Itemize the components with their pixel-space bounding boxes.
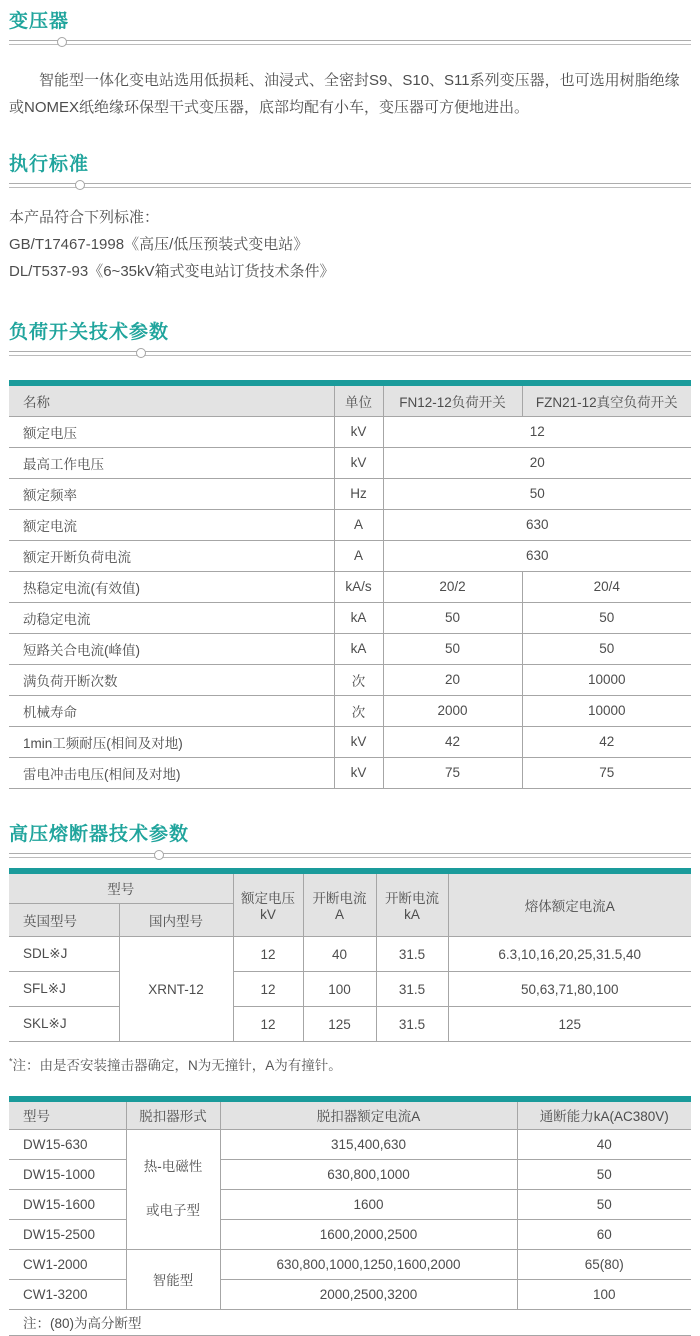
section-title-load-switch: 负荷开关技术参数 — [9, 322, 170, 343]
param-unit: kV — [334, 726, 383, 757]
rated-voltage: 12 — [233, 972, 303, 1007]
rated-voltage: 12 — [233, 937, 303, 972]
breaker-model: CW1-2000 — [23, 1256, 88, 1272]
section-divider — [9, 853, 691, 858]
breaker-model: DW15-1000 — [23, 1166, 96, 1182]
col-header-model-group: 型号 — [9, 871, 233, 904]
note-text: 注：由是否安装撞击器确定，N为无撞针，A为有撞针。 — [12, 1058, 342, 1073]
param-value-fzn: 50 — [522, 602, 691, 633]
divider-knob-icon — [136, 348, 146, 358]
breaker-model: CW1-3200 — [23, 1286, 88, 1302]
breaking-current-ka: 31.5 — [376, 972, 448, 1007]
breaker-model: DW15-1600 — [23, 1196, 96, 1212]
table-row — [9, 726, 691, 757]
param-name: 最高工作电压 — [23, 456, 104, 472]
col-header-model: 型号 — [9, 1099, 126, 1129]
table-row — [9, 509, 691, 540]
table-row — [9, 540, 691, 571]
note-asterisk: * — [9, 1056, 13, 1067]
breaking-current-ka: 31.5 — [376, 1007, 448, 1042]
col-header-trip-type: 脱扣器形式 — [126, 1099, 220, 1129]
fuse-table — [9, 868, 691, 1043]
breaking-current-ka: 31.5 — [376, 937, 448, 972]
section-divider — [9, 183, 691, 188]
param-name: 雷电冲击电压(相间及对地) — [23, 766, 181, 782]
param-value: 630 — [383, 509, 691, 540]
param-value-fn: 20 — [383, 664, 522, 695]
capacity: 100 — [517, 1279, 691, 1309]
param-unit: kV — [334, 416, 383, 447]
header-label: 开断电流 — [385, 891, 439, 907]
param-value-fzn: 20/4 — [522, 571, 691, 602]
col-header-uk-model: 英国型号 — [9, 904, 119, 937]
col-header-fn12: FN12-12负荷开关 — [383, 383, 522, 416]
standards-list — [9, 204, 691, 285]
section-standards — [9, 153, 691, 285]
table-row — [9, 1219, 691, 1249]
standards-intro: 本产品符合下列标准： — [9, 209, 160, 226]
param-unit: kV — [334, 447, 383, 478]
header-unit: kA — [404, 907, 420, 923]
melt-current: 6.3,10,16,20,25,31.5,40 — [448, 937, 691, 972]
cn-model-merged: XRNT-12 — [119, 937, 233, 1042]
table-row — [9, 1279, 691, 1309]
section-transformer — [9, 10, 691, 121]
col-header-name: 名称 — [9, 383, 334, 416]
capacity: 40 — [517, 1129, 691, 1159]
breaking-current-a: 125 — [303, 1007, 376, 1042]
table-header-row — [9, 1099, 691, 1129]
param-value-fn: 50 — [383, 633, 522, 664]
param-value-fzn: 50 — [522, 633, 691, 664]
table-row — [9, 633, 691, 664]
col-header-rated-voltage — [233, 871, 303, 937]
melt-current: 50,63,71,80,100 — [448, 972, 691, 1007]
breaking-current-a: 100 — [303, 972, 376, 1007]
param-value-fn: 50 — [383, 602, 522, 633]
rated-voltage: 12 — [233, 1007, 303, 1042]
param-unit: kA — [334, 602, 383, 633]
header-label: 开断电流 — [312, 891, 367, 907]
divider-knob-icon — [75, 180, 85, 190]
section-fuse — [9, 823, 691, 1336]
param-unit: kA — [334, 633, 383, 664]
param-value: 20 — [383, 447, 691, 478]
param-value: 50 — [383, 478, 691, 509]
table-row — [9, 1007, 691, 1042]
capacity: 65(80) — [517, 1249, 691, 1279]
section-divider — [9, 351, 691, 356]
param-value-fzn: 10000 — [522, 695, 691, 726]
table-row — [9, 664, 691, 695]
section-title-fuse: 高压熔断器技术参数 — [9, 823, 190, 845]
header-unit: A — [334, 907, 344, 923]
param-name: 热稳定电流(有效值) — [23, 580, 140, 596]
param-unit: kV — [334, 757, 383, 788]
param-name: 额定开断负荷电流 — [23, 549, 131, 565]
param-value-fn: 75 — [383, 757, 522, 788]
capacity: 50 — [517, 1159, 691, 1189]
param-unit: A — [334, 509, 383, 540]
param-value-fzn: 75 — [522, 757, 691, 788]
table-row — [9, 937, 691, 972]
trip-type-merged — [126, 1129, 220, 1249]
load-switch-table — [9, 380, 691, 789]
param-name: 短路关合电流(峰值) — [23, 642, 140, 658]
col-header-breaking-current-ka — [376, 871, 448, 937]
param-name: 额定电流 — [23, 518, 77, 534]
rated-current: 2000,2500,3200 — [220, 1279, 517, 1309]
header-unit: kV — [260, 907, 276, 923]
standard-item: GB/T17467-1998《高压/低压预装式变电站》 — [9, 236, 309, 253]
param-unit: 次 — [334, 664, 383, 695]
capacity: 60 — [517, 1219, 691, 1249]
param-unit: kA/s — [334, 571, 383, 602]
table-row — [9, 571, 691, 602]
section-load-switch — [9, 321, 691, 789]
melt-current: 125 — [448, 1007, 691, 1042]
param-value-fn: 2000 — [383, 695, 522, 726]
col-header-melt-current: 熔体额定电流A — [448, 871, 691, 937]
trip-type-line: 或电子型 — [146, 1203, 200, 1218]
breaker-model: DW15-630 — [23, 1136, 88, 1152]
section-title-transformer: 变压器 — [9, 11, 70, 32]
breaker-model: DW15-2500 — [23, 1226, 96, 1242]
param-unit: A — [334, 540, 383, 571]
breaker-table — [9, 1096, 691, 1336]
section-divider — [9, 40, 691, 45]
table-row — [9, 972, 691, 1007]
table-row — [9, 1129, 691, 1159]
param-name: 额定电压 — [23, 425, 77, 441]
capacity: 50 — [517, 1189, 691, 1219]
param-value-fn: 20/2 — [383, 571, 522, 602]
table-row — [9, 695, 691, 726]
rated-current: 1600,2000,2500 — [220, 1219, 517, 1249]
table-row — [9, 1159, 691, 1189]
param-name: 满负荷开断次数 — [23, 673, 118, 689]
param-name: 1min工频耐压(相间及对地) — [23, 735, 183, 751]
uk-model: SDL※J — [23, 946, 68, 961]
table-row — [9, 447, 691, 478]
divider-knob-icon — [154, 850, 164, 860]
table-header-row — [9, 383, 691, 416]
transformer-paragraph: 智能型一体化变电站选用低损耗、油浸式、全密封S9、S10、S11系列变压器，也可选用树脂绝缘或NOMEX纸绝缘环保型干式变压器，底部均配有小车，变压器可方便地进出。 — [9, 72, 680, 116]
rated-current: 315,400,630 — [220, 1129, 517, 1159]
param-value: 630 — [383, 540, 691, 571]
param-unit: 次 — [334, 695, 383, 726]
uk-model: SFL※J — [23, 981, 66, 996]
breaker-table-note: 注：(80)为高分断型 — [23, 1316, 142, 1331]
param-value-fzn: 42 — [522, 726, 691, 757]
param-name: 机械寿命 — [23, 704, 77, 720]
param-name: 动稳定电流 — [23, 611, 91, 627]
col-header-unit: 单位 — [334, 383, 383, 416]
table-row — [9, 478, 691, 509]
section-title-standards: 执行标准 — [9, 154, 90, 175]
col-header-fzn21: FZN21-12真空负荷开关 — [522, 383, 691, 416]
rated-current: 630,800,1000,1250,1600,2000 — [220, 1249, 517, 1279]
table-note-row — [9, 1309, 691, 1335]
table-header-row — [9, 871, 691, 904]
param-unit: Hz — [334, 478, 383, 509]
standard-item: DL/T537-93《6~35kV箱式变电站订货技术条件》 — [9, 263, 335, 280]
col-header-cn-model: 国内型号 — [119, 904, 233, 937]
trip-type-line: 热-电磁性 — [143, 1159, 203, 1174]
table-row — [9, 1249, 691, 1279]
rated-current: 630,800,1000 — [220, 1159, 517, 1189]
uk-model: SKL※J — [23, 1016, 67, 1031]
table-row — [9, 1189, 691, 1219]
table-row — [9, 602, 691, 633]
param-name: 额定频率 — [23, 487, 77, 503]
fuse-table-note — [9, 1054, 691, 1074]
col-header-capacity: 通断能力kA(AC380V) — [517, 1099, 691, 1129]
col-header-rated-current: 脱扣器额定电流A — [220, 1099, 517, 1129]
param-value-fn: 42 — [383, 726, 522, 757]
col-header-breaking-current-a — [303, 871, 376, 937]
rated-current: 1600 — [220, 1189, 517, 1219]
table-row — [9, 416, 691, 447]
table-row — [9, 757, 691, 788]
header-label: 额定电压 — [241, 891, 295, 907]
trip-type-merged: 智能型 — [126, 1249, 220, 1309]
param-value: 12 — [383, 416, 691, 447]
divider-knob-icon — [57, 37, 67, 47]
param-value-fzn: 10000 — [522, 664, 691, 695]
breaking-current-a: 40 — [303, 937, 376, 972]
